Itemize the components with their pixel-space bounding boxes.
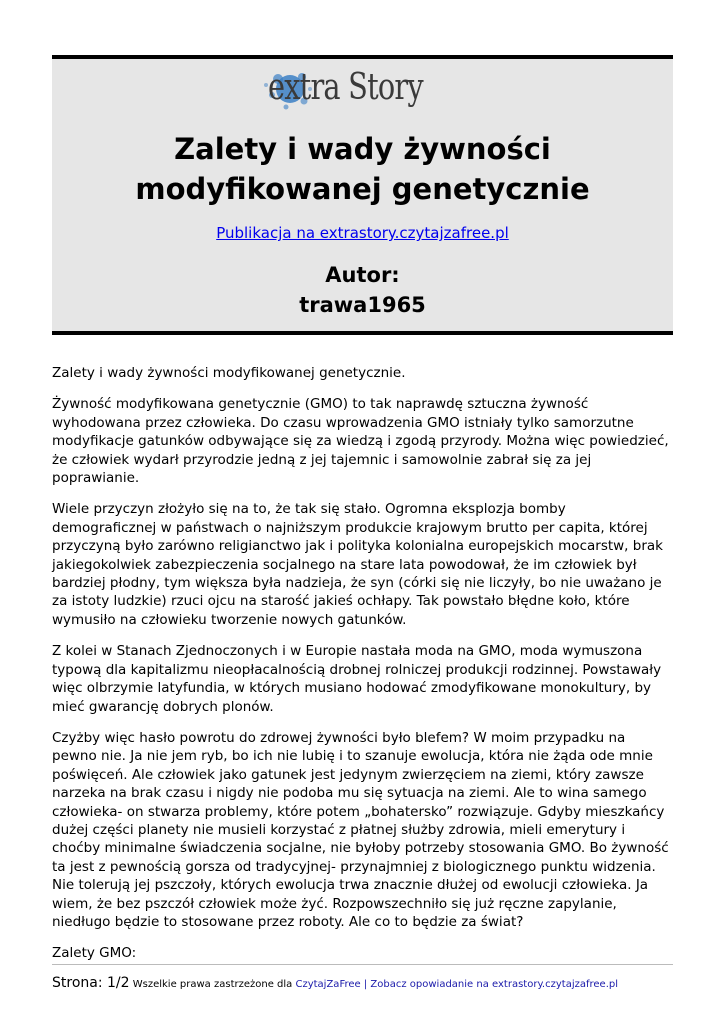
- page-title: [52, 129, 673, 209]
- page-footer: [52, 975, 712, 991]
- footer-divider: [52, 964, 673, 965]
- author-name: trawa1965: [299, 293, 426, 317]
- footer-separator: |: [363, 979, 368, 990]
- logo-text: extra Story: [268, 67, 423, 108]
- document-header: [52, 55, 673, 335]
- publication-link[interactable]: Publikacja na extrastory.czytajzafree.pl: [216, 224, 509, 242]
- site-link[interactable]: CzytajZaFree: [295, 979, 361, 990]
- rights-text: Wszelkie prawa zastrzeżone dla: [132, 979, 293, 990]
- paragraph: Czyżby więc hasło powrotu do zdrowej żywności było blefem? W moim przypadku na pewno nie. Ja nie jem ryb, bo ich nie lubię i to szanuje ewolucja, która nie żąda ode mnie poświęceń. Ale człowiek jako gatunek jest jedynym zwierzęciem na ziemi, który zawsze narzeka na brak czasu i nigdy nie podoba mu się sytuacja na ziemi. Ale to wina samego człowieka- on stwarza problemy, które potem „bohatersko” rozwiązuje. Gdyby mieszkańcy dużej części planety nie musieli korzystać z płatnej służby zdrowia, mieli emerytury i choćby minimalne świadczenia socjalne, nie byłoby potrzeby stosowania GMO. Bo żywność ta jest z pewnością gorsza od tradycyjnej- przynajmniej z biologicznego punktu widzenia. Nie tolerują jej pszczoły, których ewolucja trwa znacznie dłużej od ewolucji człowieka. Ja wiem, że bez pszczół człowiek może żyć. Rozpowszechniło się już ręczne zapylanie, niedługo będzie to stosowane przez roboty. Ale co to będzie za świat?: [52, 729, 669, 930]
- article-body: [52, 364, 673, 976]
- title-line-2: modyfikowanej genetycznie: [135, 172, 590, 206]
- author-block: [52, 260, 673, 320]
- title-line-1: Zalety i wady żywności: [174, 132, 551, 166]
- page-number: Strona: 1/2: [52, 975, 130, 991]
- author-label: Autor:: [325, 263, 400, 287]
- paragraph: Z kolei w Stanach Zjednoczonych i w Europie nastała moda na GMO, moda wymuszona typową dla kapitalizmu nieopłacalnością drobnej rolniczej produkcji rodzinnej. Powstawały więc olbrzymie latyfundia, w których musiano hodować zmodyfikowane monokultury, by mieć gwarancję dobrych plonów.: [52, 643, 662, 715]
- paragraph: Zalety GMO:: [52, 945, 137, 962]
- paragraph: Zalety i wady żywności modyfikowanej genetycznie.: [52, 365, 406, 381]
- paragraph: Wiele przyczyn złożyło się na to, że tak się stało. Ogromna eksplozja bomby demograficznej w państwach o najniższym produkcie krajowym brutto per capita, której przyczyną było zarówno religianctwo jak i polityka kolonialna europejskich mocarstw, brak jakiegokolwiek zabezpieczenia socjalnego na stare lata powodował, że im człowiek był bardziej płodny, tym większa była nadzieja, że syn (córki się nie liczyły, bo nie uważano je za istoty ludzkie) rzuci ojcu na starość jakieś ochłapy. Tak powstało błędne koło, które wymusiło na człowieku tworzenie nowych gatunków.: [52, 501, 663, 628]
- paragraph: Żywność modyfikowana genetycznie (GMO) to tak naprawdę sztuczna żywność wyhodowana przez człowieka. Do czasu wprowadzenia GMO istniały tylko samorzutne modyfikacje gatunków odbywające się za wiedzą i zgodą przyrody. Można więc powiedzieć, że człowiek wydarł przyrodzie jedną z jej tajemnic i samowolnie zabrał się za jej poprawianie.: [52, 396, 669, 487]
- extra-story-logo[interactable]: [268, 63, 458, 113]
- story-link[interactable]: Zobacz opowiadanie na extrastory.czytajzafree.pl: [370, 979, 619, 990]
